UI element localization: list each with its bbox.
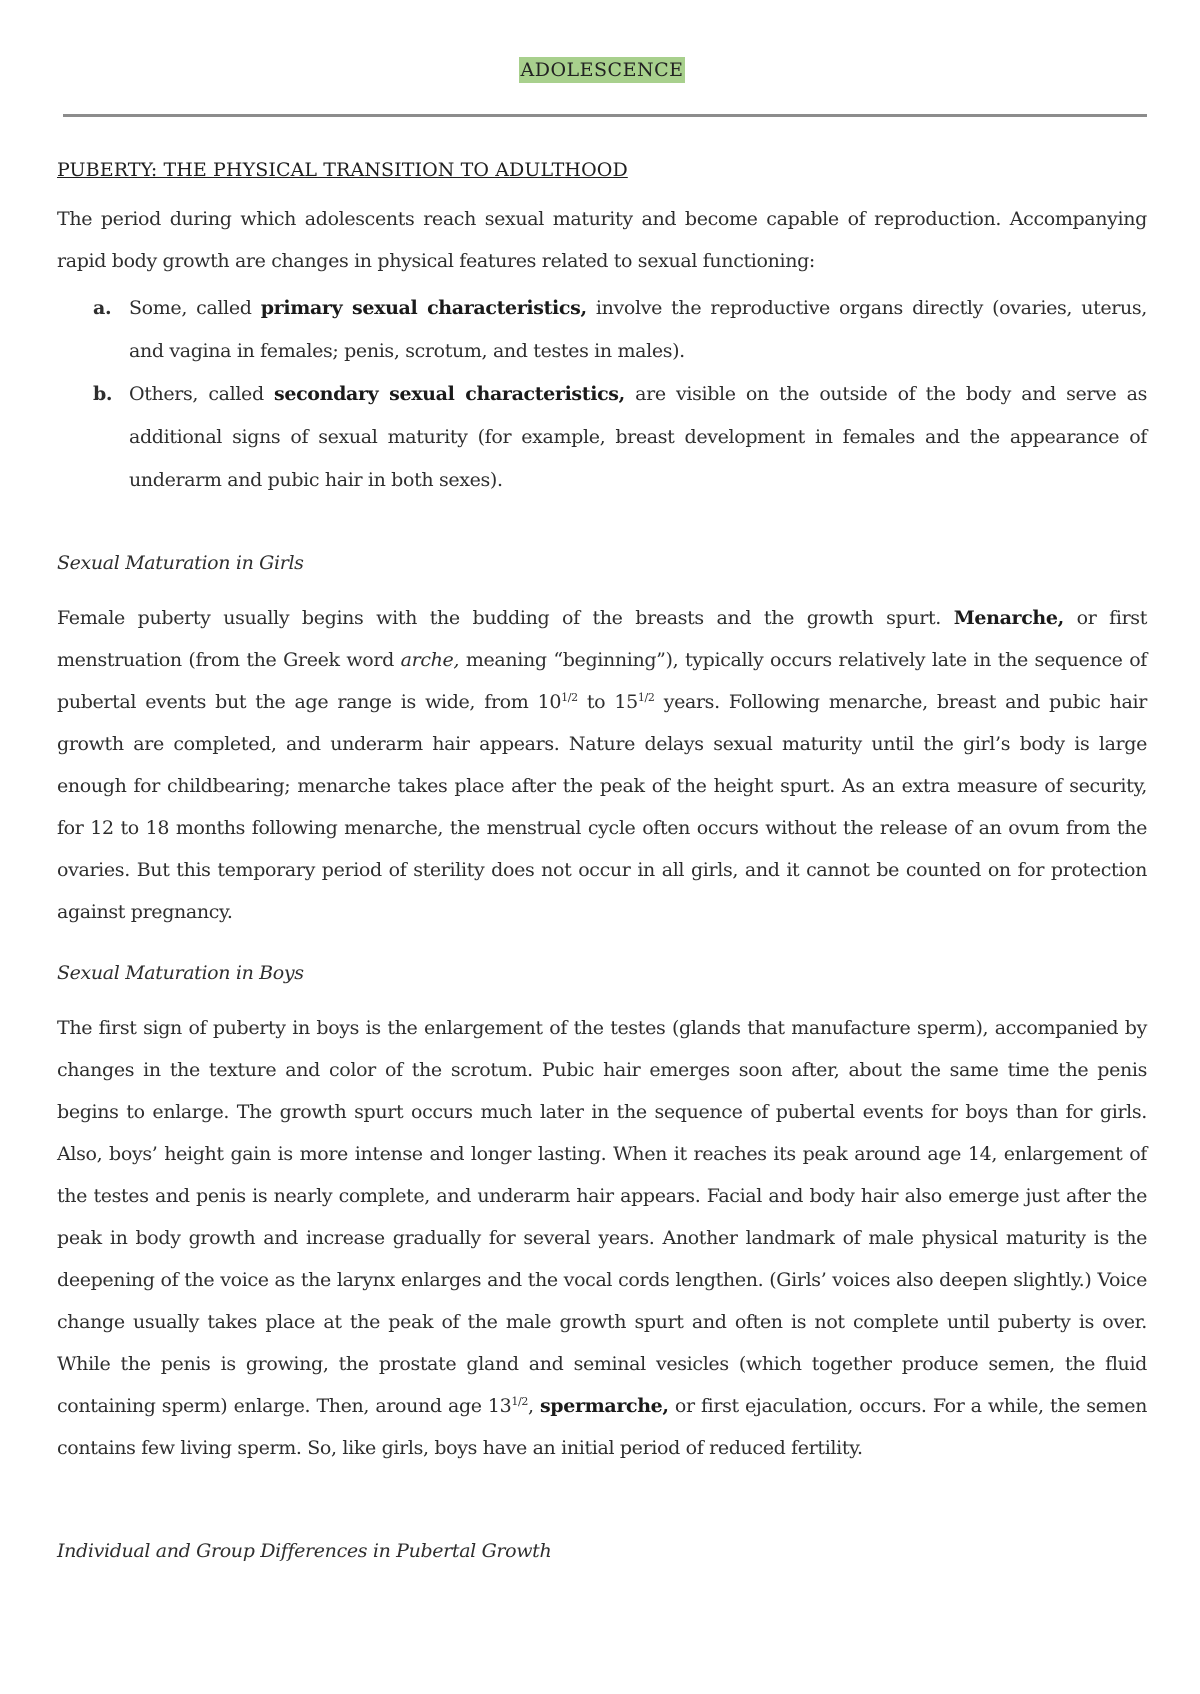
list-item-primary (57, 287, 1147, 373)
document-page (57, 0, 1148, 1562)
superscript-half: 1/2 (637, 691, 655, 704)
list-text: involve the reproductive organs directly (ovaries, uterus, and vagina in females; penis, scrotum, and testes in males). (129, 297, 1148, 362)
section-heading: PUBERTY: THE PHYSICAL TRANSITION TO ADULTHOOD (57, 159, 628, 181)
term-menarche: Menarche, (953, 607, 1064, 629)
list-marker: a. (93, 297, 112, 319)
characteristics-list (57, 287, 1147, 502)
list-item-secondary (57, 373, 1147, 502)
document-title: ADOLESCENCE (520, 59, 684, 81)
girls-text: years. Following menarche, breast and pubic hair growth are completed, and underarm hair appears. Nature delays sexual maturity until the girl’s body is large enough for childbearing; menarche takes place after the peak of the height spurt. As an extra measure of security, for 12 to 18 months following menarche, the menstrual cycle often occurs without the release of an ovum from the ovaries. But this temporary period of sterility does not occur in all girls, and it cannot be counted on for protection against pregnancy. (57, 691, 1147, 923)
superscript-half: 1/2 (511, 1395, 529, 1408)
girls-subheading: Sexual Maturation in Girls (57, 552, 304, 574)
superscript-half: 1/2 (561, 691, 578, 704)
list-text: Others, called (129, 383, 274, 405)
boys-text: The first sign of puberty in boys is the enlargement of the testes (glands that manufacture sperm), accompanied by changes in the texture and color of the scrotum. Pubic hair emerges soon after, about the same time the penis begins to enlarge. The growth spurt occurs much later in the sequence of pubertal events for boys than for girls. Also, boys’ height gain is more intense and longer lasting. When it reaches its peak around age 14, enlargement of the testes and penis is nearly complete, and underarm hair appears. Facial and body hair also emerge just after the peak in body growth and increase gradually for several years. Another landmark of male physical maturity is the deepening of the voice as the larynx enlarges and the vocal cords lengthen. (Girls’ voices also deepen slightly.) Voice change usually takes place at the peak of the male growth spurt and often is not complete until puberty is over. While the penis is growing, the prostate gland and seminal vesicles (which together produce semen, the fluid containing sperm) enlarge. Then, around age 13 (57, 1017, 1147, 1417)
girls-paragraph (57, 597, 1147, 933)
term-spermarche: spermarche, (539, 1395, 669, 1417)
list-text: are visible on the outside of the body and serve as additional signs of sexual maturity (for example, breast development in females and the appearance of underarm and pubic hair in both sexes). (129, 383, 1148, 491)
term-primary: primary sexual characteristics, (260, 297, 587, 319)
boys-paragraph (57, 1007, 1147, 1469)
boys-text: , (528, 1395, 540, 1417)
girls-text: to 15 (577, 691, 638, 713)
girls-text: Female puberty usually begins with the budding of the breasts and the growth spurt. (57, 607, 954, 629)
boys-subheading: Sexual Maturation in Boys (57, 962, 304, 984)
boys-text: or first ejaculation, occurs. For a while, the semen contains few living sperm. So, like girls, boys have an initial period of reduced fertility. (57, 1395, 1147, 1459)
horizontal-rule (63, 114, 1147, 117)
list-marker: b. (93, 383, 113, 405)
girls-text: meaning “beginning”), typically occurs relatively late in the sequence of pubertal events but the age range is wide, from 10 (57, 649, 1147, 713)
intro-paragraph: The period during which adolescents reach sexual maturity and become capable of reproduction. Accompanying rapid body growth are changes in physical features related to sexual functioning: (57, 208, 1147, 272)
differences-subheading: Individual and Group Differences in Pubertal Growth (57, 1540, 552, 1562)
word-arche: arche, (400, 649, 460, 671)
girls-text: or first menstruation (from the Greek word (57, 607, 1147, 671)
list-text: Some, called (129, 297, 261, 319)
term-secondary: secondary sexual characteristics, (273, 383, 625, 405)
title-container (57, 0, 1147, 87)
